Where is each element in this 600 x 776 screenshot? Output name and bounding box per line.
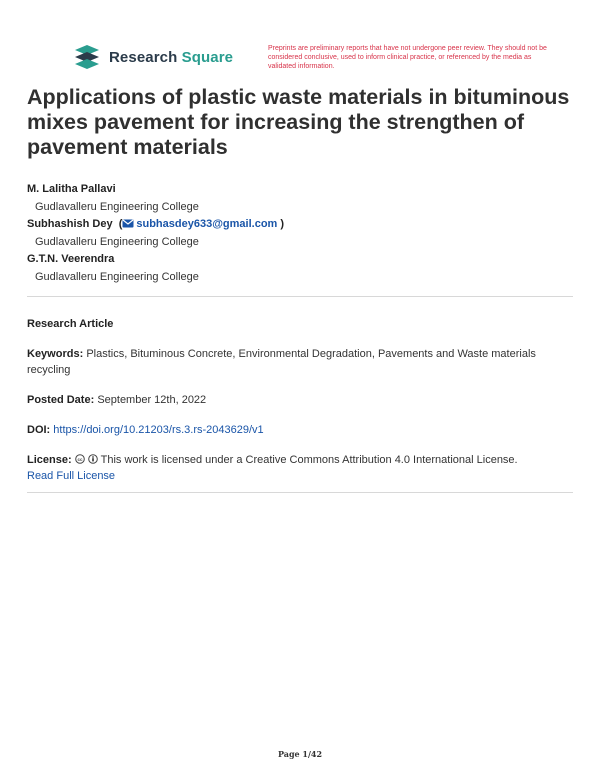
author-entry: Subhashish Dey ( subhasdey633@gmail.com ) [27,218,285,230]
svg-text:cc: cc [77,456,83,462]
keywords-label: Keywords: [27,348,84,360]
author-list [27,181,573,286]
posted-date-value: September 12th, 2022 [97,394,207,406]
doi [27,422,573,438]
doi-link[interactable]: https://doi.org/10.21203/rs.3.rs-2043629/v1 [53,424,264,436]
research-square-logo[interactable] [73,44,233,70]
paper-title: Applications of plastic waste materials in bituminous mixes pavement for increasing the strengthen of pavement materials [27,85,570,159]
page-number: Page 1/42 [277,749,323,759]
author-name: Subhashish Dey [27,218,113,230]
article-type: Research Article [27,318,114,330]
logo-text-square: Square [181,48,234,66]
doi-label: DOI: [27,424,51,436]
envelope-icon [122,219,134,228]
divider [27,296,573,297]
author-affiliation: Gudlavalleru Engineering College [35,270,199,283]
read-full-license-link[interactable]: Read Full License [27,470,116,482]
logo-text [109,49,233,66]
keywords [27,346,573,378]
divider [27,492,573,493]
research-square-logo-icon [73,44,103,70]
logo-text-research: Research [109,48,178,66]
cc-icon [75,454,85,464]
posted-date-label: Posted Date: [27,394,95,406]
license-label: License: [27,454,72,466]
author-email-link[interactable]: subhasdey633@gmail.com [136,218,278,230]
license [27,452,573,484]
license-text: This work is licensed under a Creative Commons Attribution 4.0 International License. [100,454,518,466]
author-name: M. Lalitha Pallavi [27,183,116,195]
author-affiliation: Gudlavalleru Engineering College [35,235,199,248]
keywords-value: Plastics, Bituminous Concrete, Environmental Degradation, Pavements and Waste materials recycling [27,348,536,376]
author-affiliation: Gudlavalleru Engineering College [35,200,199,213]
by-icon [88,454,98,464]
posted-date [27,392,573,408]
preprint-notice: Preprints are preliminary reports that have not undergone peer review. They should not be considered conclusive, used to inform clinical practice, or referenced by the media as validated information. [268,45,547,70]
author-name: G.T.N. Veerendra [27,253,115,265]
